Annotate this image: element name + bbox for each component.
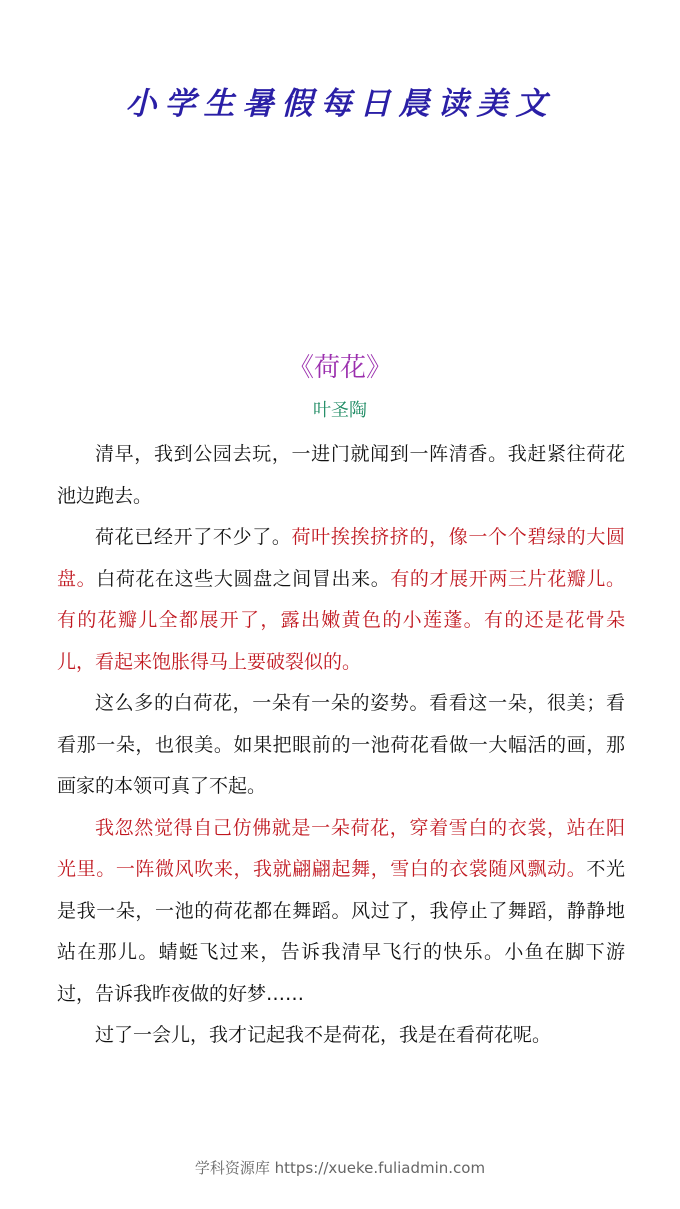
highlighted-segment: 我忽然觉得自己仿佛就是一朵荷花，穿着雪白的衣裳，站在阳光里。一阵微风吹来，我就翩翩起舞，雪白的衣裳随风飘动。 xyxy=(57,816,625,880)
text-segment: 不光是我一朵，一池的荷花都在舞蹈。风过了，我停止了舞蹈，静静地站在那儿。蜻蜓飞过来，告诉我清早飞行的快乐。小鱼在脚下游过，告诉我昨夜做的好梦…… xyxy=(57,858,625,1005)
paragraph-1 xyxy=(57,434,625,517)
poem-title: 《荷花》 xyxy=(287,353,392,383)
paragraph-2 xyxy=(57,517,625,683)
article-body xyxy=(57,434,625,1057)
highlighted-segment: 有的才展开两三片花瓣儿。有的花瓣儿全都展开了，露出嫩黄色的小莲蓬。有的还是花骨朵儿，看起来饱胀得马上要破裂似的。 xyxy=(57,567,625,673)
text-segment: 过了一会儿，我才记起我不是荷花，我是在看荷花呢。 xyxy=(95,1024,552,1046)
footer-source: 学科资源库 https://xueke.fuliadmin.com xyxy=(194,1159,486,1177)
paragraph-4 xyxy=(57,808,625,1016)
page-title: 小学生暑假每日晨读美文 xyxy=(125,86,555,122)
paragraph-5 xyxy=(57,1015,625,1057)
text-segment: 这么多的白荷花，一朵有一朵的姿势。看看这一朵，很美；看看那一朵，也很美。如果把眼前的一池荷花看做一大幅活的画，那画家的本领可真了不起。 xyxy=(57,692,625,797)
text-segment: 白荷花在这些大圆盘之间冒出来。 xyxy=(96,567,391,590)
paragraph-3 xyxy=(57,683,625,808)
text-segment: 清早，我到公园去玩，一进门就闻到一阵清香。我赶紧往荷花池边跑去。 xyxy=(57,443,625,507)
highlighted-segment: 荷叶挨挨挤挤的，像一个个碧绿的大圆盘。 xyxy=(57,526,625,590)
text-segment: 荷花已经开了不少了。 xyxy=(95,526,292,548)
poem-author: 叶圣陶 xyxy=(313,400,367,421)
